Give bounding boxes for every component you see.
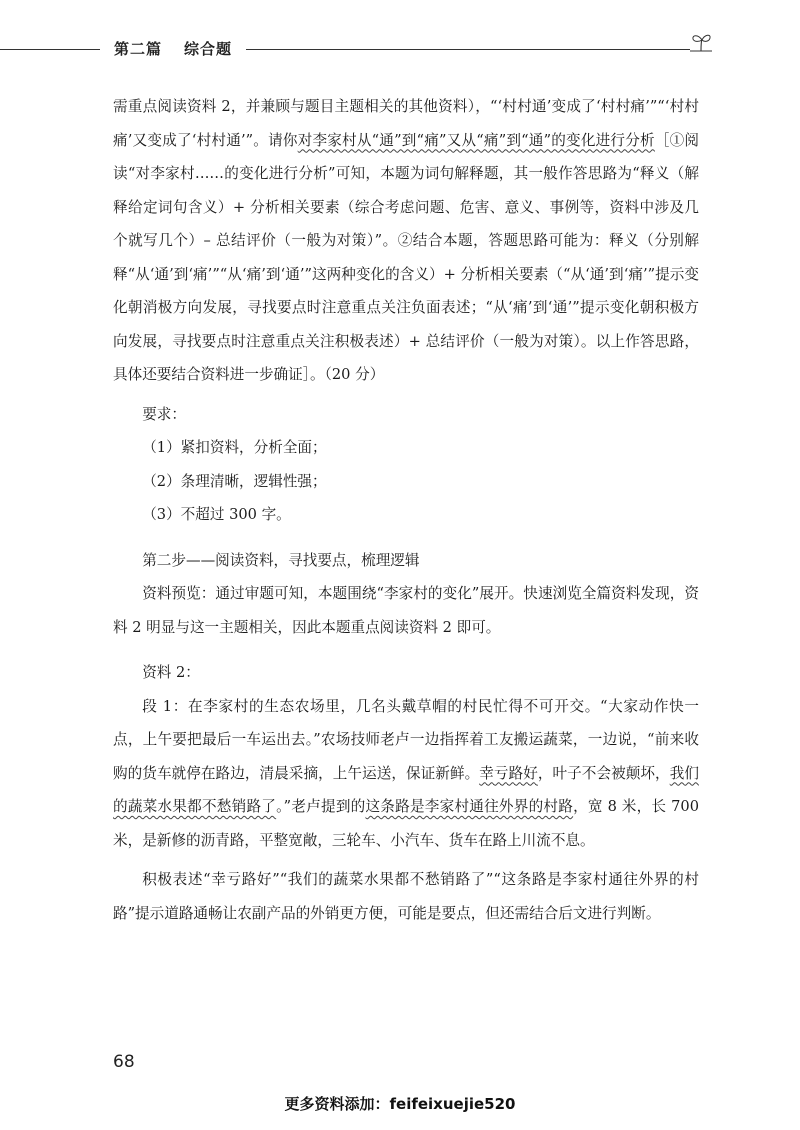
requirements-title: 要求： xyxy=(142,405,186,423)
material-paragraph: 段 1：在李家村的生态农场里，几名头戴草帽的村民忙得不可开交。“大家动作快一点，上午要把最后一车运出去。”农场技师老卢一边指挥着工友搬运蔬菜，一边说，“前来收购的货车就停在路边，清晨采摘，上午运送，保证新鲜。幸亏路好，叶子不会被颠坏，我们的蔬菜水果都不愁销路了。”老卢提到的这条路是李家村通往外界的村路，宽 8 米，长 700 米，是新修的沥青路，平整宽敞，三轮车、小汽车、货车在路上川流不息。 xyxy=(113,697,699,849)
footer-note: 更多资料添加：feifeixuejie520 xyxy=(284,1095,516,1113)
analysis-paragraph: 积极表述“幸亏路好”“我们的蔬菜水果都不愁销路了”“这条路是李家村通往外界的村路”提示道路通畅让农副产品的外销更方便，可能是要点，但还需结合后文进行判断。 xyxy=(113,871,699,922)
running-header xyxy=(0,30,800,60)
requirement-item: （1）紧扣资料，分析全面； xyxy=(142,439,327,456)
question-key-phrase: 对李家村从“通”到“痛”又从“痛”到“通”的变化进行分析 xyxy=(297,131,655,149)
sprout-icon xyxy=(688,32,714,54)
material-preview: 资料预览：通过审题可知，本题围绕“李家村的变化”展开。快速浏览全篇资料发现，资料 2 明显与这一主题相关，因此本题重点阅读资料 2 即可。 xyxy=(113,585,699,636)
header-title xyxy=(114,38,232,59)
header-rule-left xyxy=(0,49,100,50)
highlight-phrase: 这条路是李家村通往外界的村路 xyxy=(365,798,574,815)
page-body xyxy=(113,90,699,930)
question-paragraph: 需重点阅读资料 2，并兼顾与题目主题相关的其他资料），“‘村村通’变成了‘村村痛’”“‘村村痛’又变成了‘村村通’”。请你对李家村从“通”到“痛”又从“痛”到“通”的变化进行分析［①阅读“对李家村……的变化进行分析”可知，本题为词句解释题，其一般作答思路为“释义（解释给定词句含义）+ 分析相关要素（综合考虑问题、危害、意义、事例等，资料中涉及几个就写几个）– 总结评价（一般为对策）”。②结合本题，答题思路可能为：释义（分别解释“从‘通’到‘痛’”“从‘痛’到‘通’”这两种变化的含义）+ 分析相关要素（“从‘通’到‘痛’”提示变化朝消极方向发展，寻找要点时注意重点关注负面表述；“从‘痛’到‘通’”提示变化朝积极方向发展，寻找要点时注意重点关注积极表述）+ 总结评价（一般为对策）。以上作答思路，具体还要结合资料进一步确证］。（20 分） xyxy=(113,98,699,383)
step-heading: 第二步——阅读资料，寻找要点，梳理逻辑 xyxy=(142,551,420,569)
requirement-item: （2）条理清晰，逻辑性强； xyxy=(142,472,327,490)
highlight-phrase: 我们的蔬菜水果都不愁销路了 xyxy=(113,764,699,815)
header-section: 综合题 xyxy=(184,40,233,58)
page-number: 68 xyxy=(113,1052,135,1072)
highlight-phrase: 幸亏路好 xyxy=(479,764,538,782)
requirement-item: （3）不超过 300 字。 xyxy=(142,506,291,523)
header-rule-right xyxy=(246,49,690,50)
material-label: 资料 2： xyxy=(142,664,200,681)
header-part: 第二篇 xyxy=(114,40,163,58)
